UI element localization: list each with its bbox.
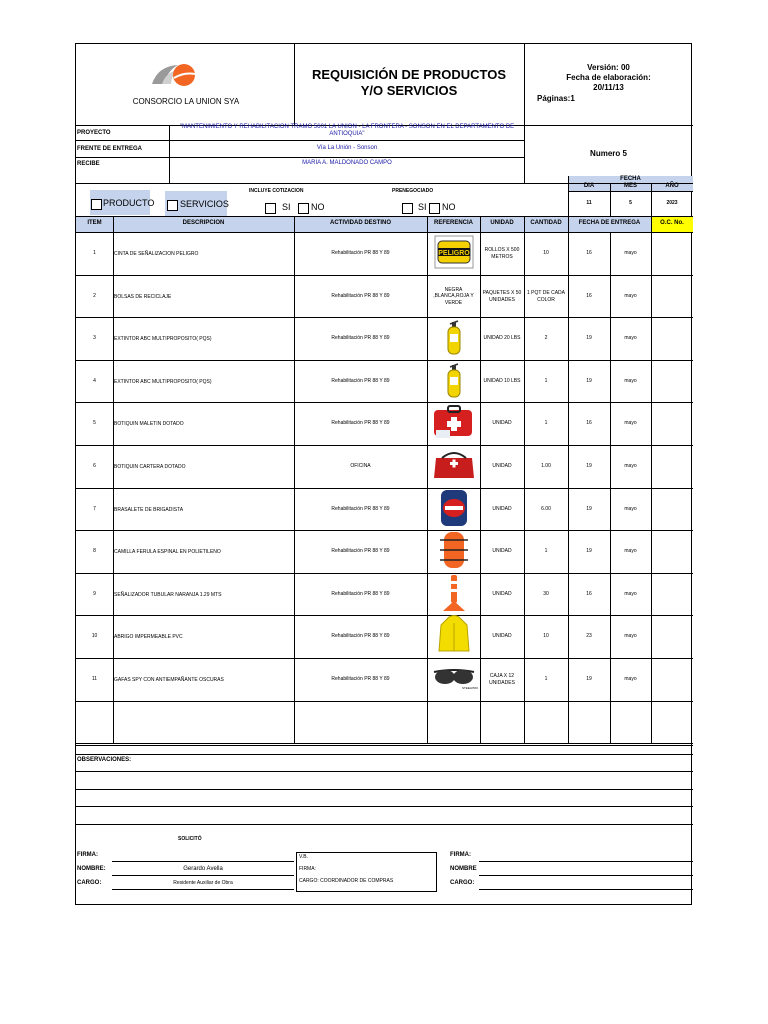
row-unidad: UNIDAD 20 LBS [483,335,521,342]
col-unidad: UNIDAD [490,220,514,227]
row-actividad: Rehabilitación PR 88 Y 89 [331,420,390,427]
row-descripcion: ABRIGO IMPERMEABLE PVC [114,633,183,640]
row-cantidad: 10 [543,250,549,257]
fecha-mes: 5 [629,200,632,207]
row-cantidad: 1 [544,420,548,427]
solicito-label: SOLICITÓ [178,836,202,842]
row-descripcion: CAMILLA FERULA ESPINAL EN POLIETILENO [114,548,221,555]
fecha-anio: 2023 [666,200,678,207]
row-referencia [427,445,480,488]
row-actividad: Rehabilitación PR 88 Y 89 [331,591,390,598]
row-referencia: NEGRA ,BLANCA,ROJA Y VERDE [433,287,474,306]
nombre-label: NOMBRE: [77,866,106,872]
form-title-line2: Y/O SERVICIOS [360,83,458,98]
row-item: 2 [93,293,96,300]
row-referencia [427,615,480,658]
stretcher-icon [436,530,472,572]
cargo2-label: CARGO: [450,880,475,886]
fecha-mes-label: MES [623,183,637,190]
row-item: 8 [93,548,96,555]
svg-text:PELIGRO: PELIGRO [437,250,470,258]
col-referencia: REFERENCIA [433,220,473,227]
col-item: ITEM [87,220,102,227]
row-referencia [427,232,480,275]
row-unidad: UNIDAD [492,591,512,598]
row-cantidad: 6.00 [541,506,551,513]
row-oc [651,232,693,275]
row-entrega-dia: 19 [586,506,592,513]
prenegociado-si-checkbox[interactable] [402,203,413,214]
row-entrega-dia: 19 [586,676,592,683]
cargo-label: CARGO: [77,880,102,886]
row-entrega-mes: mayo [624,633,637,640]
row-item: 1 [93,250,96,257]
row-descripcion: EXTINTOR ABC MULTIPROPOSITO( PQS) [114,378,212,385]
row-entrega-dia: 23 [586,633,592,640]
row-item: 3 [93,335,96,342]
requisition-form [75,43,692,905]
row-entrega-mes: mayo [624,335,637,342]
frente-value: Vía La Unión - Sonson [316,144,378,151]
row-entrega-mes: mayo [624,463,637,470]
row-entrega-mes: mayo [624,250,637,257]
row-descripcion: GAFAS SPY CON ANTIEMPAÑANTE OSCURAS [114,676,224,683]
row-descripcion: EXTINTOR ABC MULTIPROPOSITO( PQS) [114,335,212,342]
row-entrega-mes: mayo [624,378,637,385]
row-actividad: Rehabilitación PR 88 Y 89 [331,335,390,342]
prenegociado-si-label: SI [418,202,427,212]
extinguisher-icon [444,361,464,401]
col-cantidad: CANTIDAD [530,220,562,227]
row-oc [651,402,693,445]
col-oc: O.C. No. [660,220,684,227]
row-actividad: Rehabilitación PR 88 Y 89 [331,676,390,683]
row-cantidad: 1.00 [541,463,551,470]
fecha-dia-label: DIA [583,183,595,190]
row-actividad: Rehabilitación PR 88 Y 89 [331,548,390,555]
row-item: 7 [93,506,96,513]
row-actividad: OFICINA [350,463,371,470]
row-item: 6 [93,463,96,470]
first-aid-bag-icon [432,450,476,482]
producto-label: PRODUCTO [103,198,155,208]
row-referencia [427,488,480,531]
row-entrega-dia: 16 [586,293,592,300]
row-entrega-dia: 16 [586,250,592,257]
row-oc [651,275,693,318]
cotizacion-no-label: NO [311,202,325,212]
row-item: 10 [91,633,98,640]
observaciones-label: OBSERVACIONES: [77,757,132,763]
form-title-line1: REQUISICIÓN DE PRODUCTOS [311,67,507,82]
row-unidad: UNIDAD [492,463,512,470]
raincoat-icon [437,615,471,657]
vb-cargo: CARGO: COORDINADOR DE COMPRAS [299,878,394,884]
company-name: CONSORCIO LA UNION SYA [132,97,240,106]
recibe-label: RECIBE [77,161,100,167]
proyecto-value: "MANTENIMIENTO Y REHABILITACION TRAMO 5601 LA UNION - LA FRONTERA - SONSON EN EL DEPARTAMENTO DE ANTIOQUIA" [179,124,515,137]
proyecto-label: PROYECTO [77,129,111,136]
row-unidad: PAQUETES X 50 UNIDADES [482,290,522,303]
row-descripcion: BRASALETE DE BRIGADISTA [114,506,184,513]
row-cantidad: 1 PQT DE CADA COLOR [527,290,565,303]
fecha-label: FECHA [620,175,641,182]
vb-label: V.B. [299,854,308,860]
col-descripcion: DESCRIPCION [182,220,225,227]
row-entrega-dia: 19 [586,335,592,342]
row-unidad: UNIDAD [492,506,512,513]
row-descripcion: SEÑALIZADOR TUBULAR NARANJA 1.29 MTS [114,591,222,598]
row-referencia [427,530,480,573]
row-entrega-dia: 16 [586,420,592,427]
fecha-dia: 11 [586,200,592,207]
prenegociado-label: PRENEGOCIADO [392,188,434,194]
row-oc [651,445,693,488]
row-entrega-mes: mayo [624,293,637,300]
row-actividad: Rehabilitación PR 88 Y 89 [331,506,390,513]
firma2-label: FIRMA: [450,852,471,858]
svg-text:STEELPRO: STEELPRO [461,686,478,691]
row-entrega-mes: mayo [624,420,637,427]
row-actividad: Rehabilitación PR 88 Y 89 [331,250,390,257]
servicio-label: SERVICIOS [180,199,229,209]
row-oc [651,488,693,531]
row-descripcion: BOLSAS DE RECICLAJE [114,293,172,300]
row-item: 4 [93,378,96,385]
fecha-elaboracion-value: 20/11/13 [593,83,624,92]
row-referencia [427,317,480,360]
row-descripcion: CINTA DE SEÑALIZACION PELIGRO [114,250,199,257]
nombre-value: Gerardo Avella [183,866,223,872]
row-entrega-mes: mayo [624,676,637,683]
row-entrega-mes: mayo [624,548,637,555]
row-oc [651,573,693,616]
row-actividad: Rehabilitación PR 88 Y 89 [331,378,390,385]
vb-firma-label: FIRMA: [299,866,316,872]
row-unidad: UNIDAD [492,633,512,640]
row-cantidad: 10 [543,633,549,640]
row-unidad: UNIDAD [492,420,512,427]
row-item: 11 [91,676,98,683]
cotizacion-si-checkbox[interactable] [265,203,276,214]
firma-label: FIRMA: [77,852,98,858]
row-cantidad: 1 [544,378,548,385]
col-actividad: ACTIVIDAD DESTINO [329,220,391,227]
row-entrega-dia: 16 [586,591,592,598]
row-oc [651,530,693,573]
extinguisher-icon [444,318,464,358]
paginas: Páginas:1 [537,94,575,103]
servicio-checkbox[interactable] [167,200,178,211]
row-referencia [427,402,480,445]
row-referencia [427,360,480,403]
row-referencia [427,658,480,701]
row-oc [651,658,693,701]
row-oc [651,317,693,360]
cotizacion-si-label: SI [282,202,291,212]
row-oc [651,360,693,403]
prenegociado-no-label: NO [442,202,456,212]
row-unidad: UNIDAD 10 LBS [483,378,521,385]
glasses-icon [432,666,476,692]
version: Versión: 00 [587,63,630,72]
row-item: 5 [93,420,96,427]
row-entrega-mes: mayo [624,591,637,598]
row-entrega-mes: mayo [624,506,637,513]
row-oc [651,615,693,658]
row-entrega-dia: 19 [586,463,592,470]
nombre2-label: NOMBRE [450,866,477,872]
col-fecha-entrega: FECHA DE ENTREGA [578,220,641,227]
recibe-value: MARIA A. MALDONADO CAMPO [302,160,392,167]
fecha-elaboracion-label: Fecha de elaboración: [566,73,651,82]
row-cantidad: 2 [544,335,548,342]
row-cantidad: 1 [544,548,548,555]
row-referencia [427,573,480,616]
row-descripcion: BOTIQUIN MALETIN DOTADO [114,420,184,427]
row-cantidad: 30 [543,591,549,598]
row-unidad: CAJA X 12 UNIDADES [489,673,515,686]
fecha-anio-label: AÑO [665,183,679,190]
frente-label: FRENTE DE ENTREGA [77,145,143,152]
first-aid-kit-icon [432,404,476,442]
tape-icon [434,235,474,271]
row-entrega-dia: 19 [586,378,592,385]
row-descripcion: BOTIQUIN CARTERA DOTADO [114,463,186,470]
row-unidad: ROLLOS X 500 METROS [484,247,520,260]
row-actividad: Rehabilitación PR 88 Y 89 [331,633,390,640]
armband-icon [437,488,471,530]
vb-box [296,852,437,892]
row-cantidad: 1 [544,676,548,683]
prenegociado-no-checkbox[interactable] [429,203,440,214]
traffic-post-icon [439,573,469,615]
row-actividad: Rehabilitación PR 88 Y 89 [331,293,390,300]
row-item: 9 [93,591,96,598]
row-entrega-dia: 19 [586,548,592,555]
cargo-value: Residente Auxiliar de Obra [173,880,233,886]
incluye-cotizacion-label: INCLUYE COTIZACION [249,188,304,194]
producto-checkbox[interactable] [91,199,102,210]
row-unidad: UNIDAD [492,548,512,555]
company-logo [148,60,198,90]
cotizacion-no-checkbox[interactable] [298,203,309,214]
numero: Numero 5 [590,149,627,158]
